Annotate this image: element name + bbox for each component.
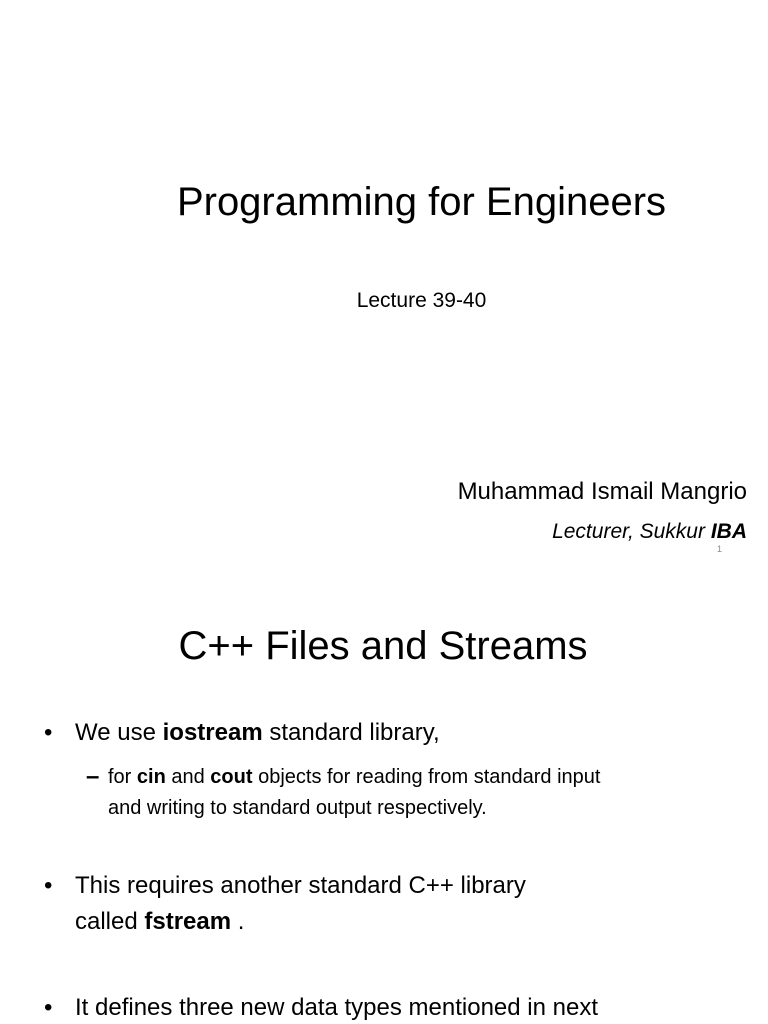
sub-bullet-line-1 [108, 762, 600, 793]
text-run: objects for reading from standard input [252, 766, 601, 788]
bullet-text [75, 715, 440, 750]
slide-title: C++ Files and Streams [178, 624, 588, 668]
text-run: We use [75, 719, 163, 746]
bullet-text-line-2 [75, 904, 244, 939]
page-number: 1 [716, 544, 722, 554]
affiliation-institution: IBA [710, 520, 747, 543]
keyword-cin: cin [136, 766, 166, 788]
affiliation-text: Lecturer, Sukkur [552, 520, 711, 543]
text-run: . [231, 908, 245, 935]
bullet-marker: • [44, 994, 53, 1021]
sub-bullet-marker: – [86, 763, 100, 790]
bullet-marker: • [44, 719, 53, 746]
lecture-subtitle: Lecture 39-40 [356, 289, 487, 312]
bullet-text: It defines three new data types mentioned in next [75, 994, 598, 1021]
keyword-fstream: fstream [144, 908, 232, 935]
text-run: for [108, 766, 137, 788]
text-run: called [75, 908, 145, 935]
keyword-cout: cout [210, 766, 253, 788]
author-name: Muhammad Ismail Mangrio [457, 478, 747, 505]
author-affiliation [552, 518, 747, 546]
text-run: standard library, [262, 719, 440, 746]
keyword-iostream: iostream [162, 719, 263, 746]
sub-bullet-line-2: and writing to standard output respectively. [108, 797, 487, 819]
slide-title: Programming for Engineers [176, 180, 667, 224]
text-run: and [165, 766, 211, 788]
bullet-marker: • [44, 872, 53, 899]
content-slide [0, 576, 768, 1024]
bullet-text-line-1: This requires another standard C++ library [75, 872, 526, 899]
